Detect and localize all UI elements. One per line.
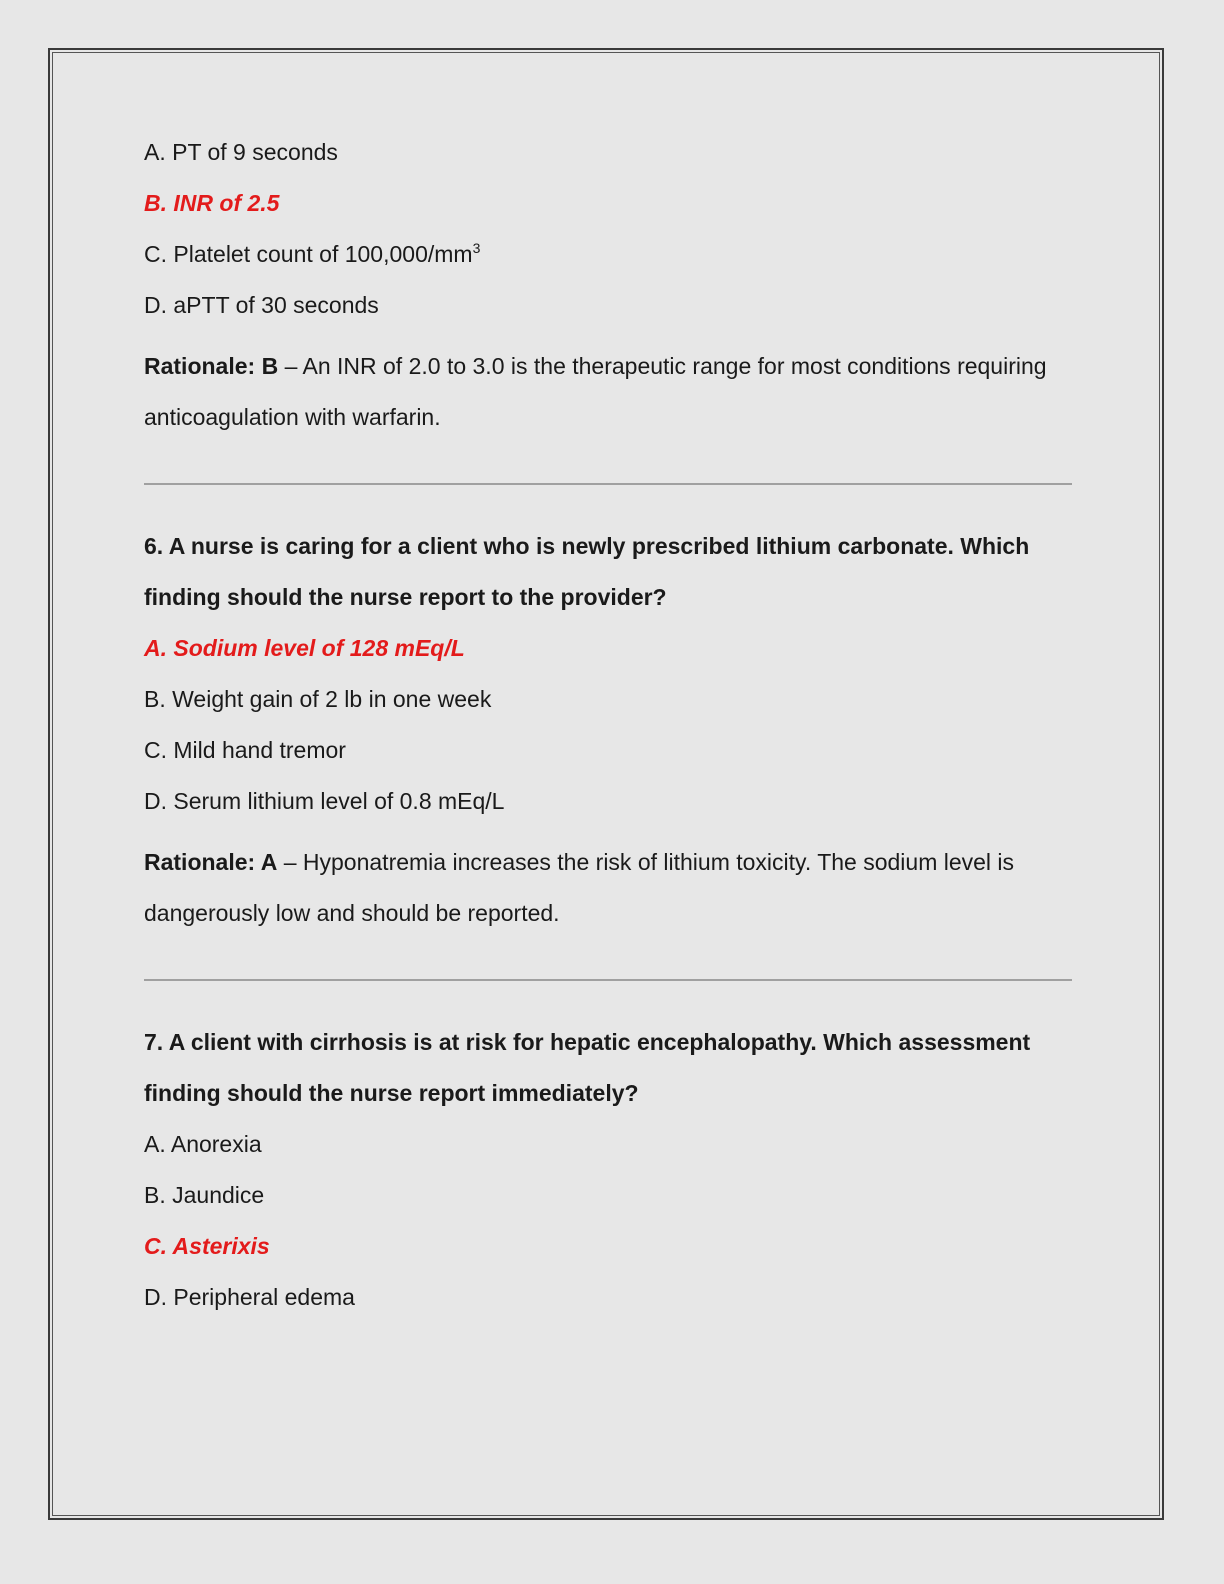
q6-option-a-correct: A. Sodium level of 128 mEq/L: [144, 635, 465, 661]
q6-option-c: C. Mild hand tremor: [144, 737, 346, 763]
q6-option-d: D. Serum lithium level of 0.8 mEq/L: [144, 788, 505, 814]
q6-rationale: [144, 837, 1072, 939]
q5-option-c-superscript: 3: [472, 240, 481, 256]
q6-question-text: 6. A nurse is caring for a client who is newly prescribed lithium carbonate. Which finding should the nurse report to the provider?: [144, 533, 1030, 610]
q6-rationale-text: – Hyponatremia increases the risk of lithium toxicity. The sodium level is dangerously low and should be reported.: [144, 849, 1015, 926]
divider-2: [144, 979, 1072, 981]
q6-rationale-label: Rationale: A: [144, 849, 278, 875]
q5-option-c: [144, 240, 1072, 268]
q7-option-c-correct: C. Asterixis: [144, 1233, 270, 1259]
q7-option-d: D. Peripheral edema: [144, 1284, 355, 1310]
divider-1: [144, 483, 1072, 485]
q5-rationale-label: Rationale: B: [144, 353, 279, 379]
question-7-block: [144, 1017, 1072, 1311]
q5-option-c-text: C. Platelet count of 100,000/mm: [144, 241, 473, 267]
q6-option-b: B. Weight gain of 2 lb in one week: [144, 686, 492, 712]
q5-rationale: [144, 341, 1072, 443]
q5-rationale-text: – An INR of 2.0 to 3.0 is the therapeutic range for most conditions requiring anticoagulation with warfarin.: [144, 353, 1047, 430]
question-6-block: [144, 521, 1072, 939]
q7-option-a: A. Anorexia: [144, 1131, 262, 1157]
question-5-block: [144, 138, 1072, 443]
q5-option-d: D. aPTT of 30 seconds: [144, 292, 379, 318]
document-content: [144, 138, 1072, 1334]
q5-option-b-correct: B. INR of 2.5: [144, 190, 280, 216]
q7-question-text: 7. A client with cirrhosis is at risk for hepatic encephalopathy. Which assessment finding should the nurse report immediately?: [144, 1029, 1031, 1106]
q5-option-a: A. PT of 9 seconds: [144, 139, 338, 165]
q7-option-b: B. Jaundice: [144, 1182, 265, 1208]
